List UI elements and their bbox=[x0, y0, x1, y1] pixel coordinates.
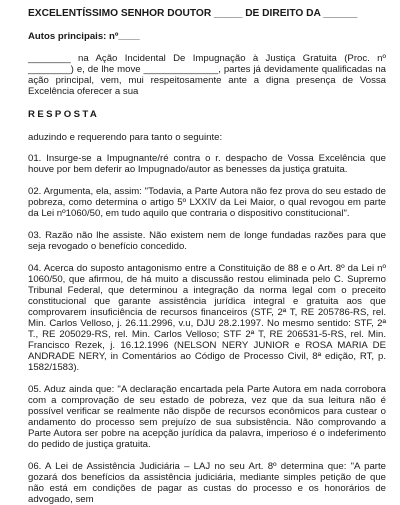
intro-paragraph: ________ na Ação Incidental De Impugnação à Justiça Gratuita (Proc. nº ________) e, de lhe move ______________, partes já devidamente qualificadas na ação principal, vem, mui respeitosamente ante a digna presença de Vossa Excelência oferecer a sua bbox=[28, 53, 386, 97]
document-title: EXCELENTÍSSIMO SENHOR DOUTOR _____ DE DIREITO DA ______ bbox=[28, 8, 358, 19]
section-heading: RESPOSTA bbox=[28, 109, 100, 120]
paragraph-02: 02. Argumenta, ela, assim: "Todavia, a Parte Autora não fez prova do seu estado de pobreza, como determina o artigo 5º LXXIV da Lei Maior, o qual revogou em parte da Lei nº1060/50, em tudo aquilo que contraria o dispositivo constitucional". bbox=[28, 186, 386, 219]
paragraph-06: 06. A Lei de Assistência Judiciária – LAJ no seu Art. 8º determina que: "A parte gozará dos benefícios da assistência judiciária, mediante simples petição de que não está em condições de pagar as custas do processo e os honorários de advogado, sem bbox=[28, 461, 386, 505]
paragraph-05: 05. Aduz ainda que: "A declaração encartada pela Parte Autora em nada corrobora com a comprovação de seu estado de pobreza, vez que da sua leitura não é possível verificar se realmente não dispõe de recursos econômicos para custear o andamento do processo sem prejuízo de sua subsistência. Não comprovando a Parte Autora ser pobre na acepção jurídica da palavra, imperioso é o indeferimento do pedido de justiça gratuita. bbox=[28, 384, 386, 450]
paragraph-01: 01. Insurge-se a Impugnante/ré contra o r. despacho de Vossa Excelência que houve por bem deferir ao Impugnado/autor as benesses da justiça gratuita. bbox=[28, 153, 386, 175]
autos-principais-line: Autos principais: nº____ bbox=[28, 31, 140, 42]
paragraph-04: 04. Acerca do suposto antagonismo entre a Constituição de 88 e o Art. 8º da Lei nº 1060/50, que afirmou, de há muito a discussão restou eliminada pelo C. Supremo Tribunal Federal, que determinou a integração da norma legal com o preceito constitucional que garante assistência jurídica integral e gratuita aos que comprovarem insuficiência de recursos financeiros (STF, 2ª T, RE 205786-RS, rel. Min. Carlos Velloso, j. 26.11.2996, v.u, DJU 28.2.1997. No mesmo sentido: STF, 2ª T., RE 205029-RS, rel. Min. Carlos Velloso; STF 2ª T, RE 206531-5-RS, rel. Min. Francisco Rezek, j. 16.12.1996 (NELSON NERY JUNIOR e ROSA MARIA DE ANDRADE NERY, in Comentários ao Código de Processo Civil, 8ª edição, RT, p. 1582/1583). bbox=[28, 263, 386, 373]
paragraph-03: 03. Razão não lhe assiste. Não existem nem de longe fundadas razões para que seja revogado o benefício concedido. bbox=[28, 230, 386, 252]
lead-in-text: aduzindo e requerendo para tanto o seguinte: bbox=[28, 132, 223, 143]
